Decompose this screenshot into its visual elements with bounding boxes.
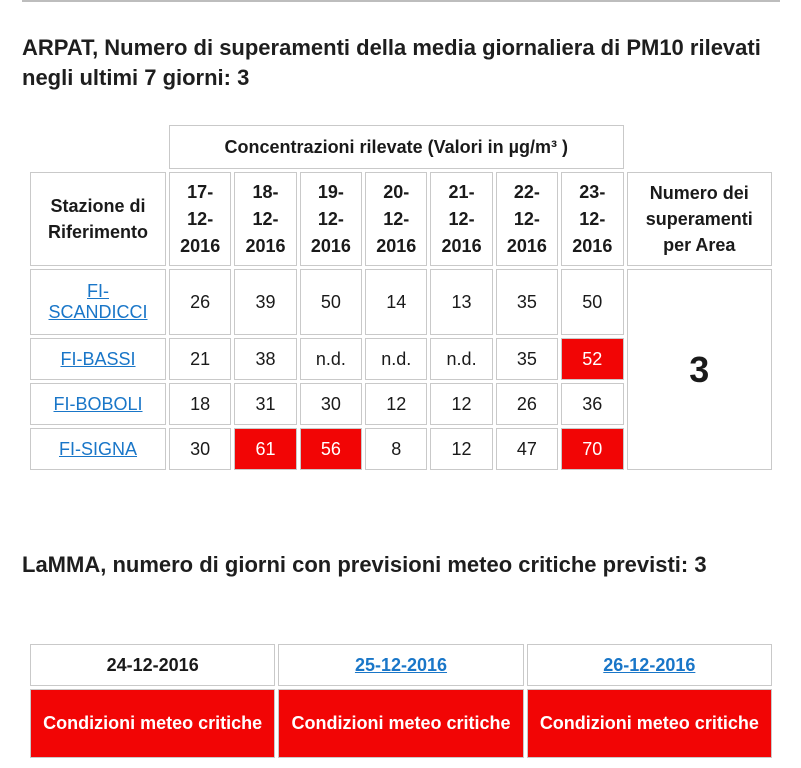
- station-cell: [30, 338, 166, 380]
- forecast-date: 24-12-2016: [30, 644, 275, 686]
- concentration-group-header: Concentrazioni rilevate (Valori in µg/m³ ): [169, 125, 624, 169]
- top-divider: [22, 0, 780, 2]
- exceedance-count-header: Numero dei superamenti per Area: [627, 172, 772, 266]
- station-link-fi-boboli[interactable]: FI-BOBOLI: [53, 393, 143, 414]
- station-column-header: Stazione di Riferimento: [30, 172, 166, 266]
- station-link-fi-scandicci[interactable]: FI- SCANDICCI: [48, 281, 148, 322]
- station-cell: [30, 269, 166, 335]
- value-cell: 35: [496, 338, 558, 380]
- forecast-status-critical: Condizioni meteo critiche: [30, 689, 275, 758]
- value-cell-exceeded: 61: [234, 428, 296, 470]
- value-cell: 30: [300, 383, 362, 425]
- value-cell: 8: [365, 428, 427, 470]
- forecast-status-critical: Condizioni meteo critiche: [278, 689, 523, 758]
- date-header-23: 23- 12- 2016: [561, 172, 623, 266]
- value-cell: n.d.: [430, 338, 492, 380]
- station-link-fi-bassi[interactable]: FI-BASSI: [60, 348, 136, 369]
- value-cell: 30: [169, 428, 231, 470]
- forecast-date-cell: [527, 644, 772, 686]
- station-link-fi-signa[interactable]: FI-SIGNA: [59, 438, 138, 459]
- empty-cell: [627, 125, 772, 169]
- date-header-20: 20- 12- 2016: [365, 172, 427, 266]
- date-header-18: 18- 12- 2016: [234, 172, 296, 266]
- value-cell: 38: [234, 338, 296, 380]
- value-cell: 12: [430, 428, 492, 470]
- value-cell: 18: [169, 383, 231, 425]
- value-cell: 26: [169, 269, 231, 335]
- value-cell: 12: [430, 383, 492, 425]
- value-cell: 26: [496, 383, 558, 425]
- value-cell: 12: [365, 383, 427, 425]
- value-cell: 13: [430, 269, 492, 335]
- value-cell-exceeded: 56: [300, 428, 362, 470]
- forecast-date-cell: [278, 644, 523, 686]
- value-cell: 31: [234, 383, 296, 425]
- arpat-heading: ARPAT, Numero di superamenti della media giornaliera di PM10 rilevati negli ultimi 7 giorni: 3: [22, 35, 761, 90]
- value-cell: n.d.: [300, 338, 362, 380]
- value-cell: n.d.: [365, 338, 427, 380]
- date-header-19: 19- 12- 2016: [300, 172, 362, 266]
- value-cell: 36: [561, 383, 623, 425]
- value-cell: 50: [561, 269, 623, 335]
- empty-cell: [30, 125, 166, 169]
- date-header-22: 22- 12- 2016: [496, 172, 558, 266]
- pm10-table: [27, 122, 775, 473]
- forecast-table: [27, 641, 775, 761]
- value-cell: 21: [169, 338, 231, 380]
- value-cell: 14: [365, 269, 427, 335]
- lamma-heading: LaMMA, numero di giorni con previsioni meteo critiche previsti: 3: [22, 552, 707, 577]
- value-cell-exceeded: 52: [561, 338, 623, 380]
- station-cell: [30, 428, 166, 470]
- date-header-21: 21- 12- 2016: [430, 172, 492, 266]
- forecast-status-critical: Condizioni meteo critiche: [527, 689, 772, 758]
- station-cell: [30, 383, 166, 425]
- value-cell-exceeded: 70: [561, 428, 623, 470]
- total-exceedances: 3: [627, 269, 772, 470]
- date-header-17: 17- 12- 2016: [169, 172, 231, 266]
- forecast-date-link[interactable]: 26-12-2016: [603, 654, 696, 675]
- value-cell: 47: [496, 428, 558, 470]
- forecast-date-link[interactable]: 25-12-2016: [354, 654, 448, 675]
- value-cell: 50: [300, 269, 362, 335]
- value-cell: 35: [496, 269, 558, 335]
- value-cell: 39: [234, 269, 296, 335]
